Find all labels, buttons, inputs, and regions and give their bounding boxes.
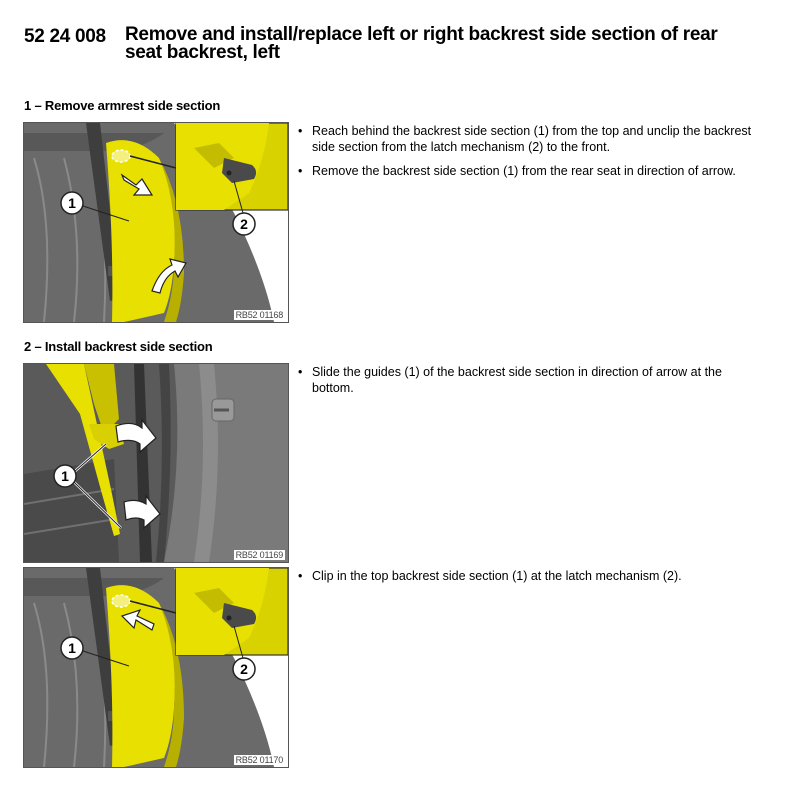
document-number: 52 24 008 [24,26,106,47]
figure-rb52-01170 [23,567,289,768]
document-title-row [24,26,745,62]
step-item: • Remove the backrest side section (1) from the rear seat in direction of arrow. [297,163,767,179]
steps-install-guides [297,364,767,404]
steps-install-clip [297,568,767,592]
step-item: • Clip in the top backrest side section (1) at the latch mechanism (2). [297,568,767,584]
callout-2-label: 2 [240,661,248,677]
figure-code: RB52 01170 [235,755,283,765]
section-heading-install: 2 – Install backrest side section [24,339,213,354]
figure-code: RB52 01169 [235,550,283,560]
document-title: Remove and install/replace left or right backrest side section of rear seat backrest, left [125,24,718,63]
figure-rb52-01169 [23,363,289,563]
figure-rb52-01168 [23,122,289,323]
callout-1-label: 1 [61,468,69,484]
callout-2-label: 2 [240,216,248,232]
callout-1-label: 1 [68,640,76,656]
section-heading-remove: 1 – Remove armrest side section [24,98,221,113]
step-item: • Slide the guides (1) of the backrest side section in direction of arrow at the bottom. [297,364,767,396]
step-item: • Reach behind the backrest side section (1) from the top and unclip the backrest side section from the latch mechanism (2) to the front. [297,123,767,155]
steps-remove [297,123,767,187]
door-pillar-shape [164,364,288,562]
callout-1-label: 1 [68,195,76,211]
figure-code: RB52 01168 [235,310,283,320]
illustration-install-guides [24,364,288,562]
illustration-clip-latch [24,568,288,767]
illustration-remove-side-section [24,123,288,322]
